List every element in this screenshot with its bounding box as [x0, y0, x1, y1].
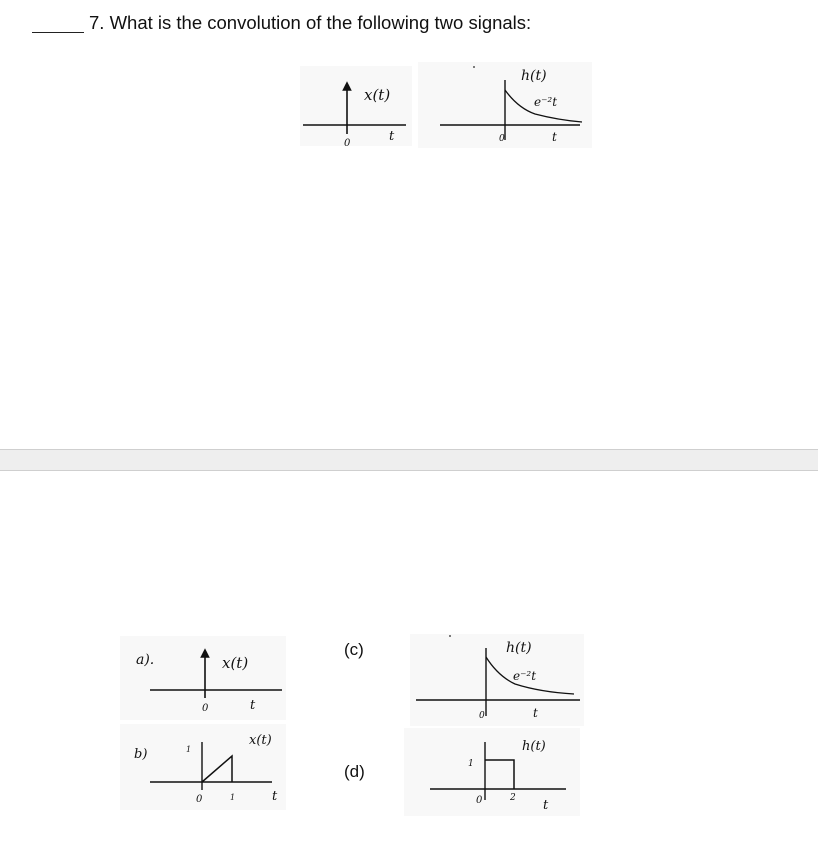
answer-d-rect-plot: [430, 739, 566, 813]
top-x-axis-t: t: [389, 129, 395, 144]
answer-d-tick-x: 2: [510, 793, 516, 803]
answer-a-x-label: x(t): [222, 654, 249, 672]
answer-b-ramp-plot: [134, 733, 278, 805]
answer-b-x-label: x(t): [249, 733, 272, 748]
top-h-label: h(t): [521, 68, 547, 84]
answer-d-pulse: [485, 760, 514, 789]
answer-c-h-label: h(t): [506, 640, 532, 656]
answer-a-axis-t: t: [250, 698, 256, 713]
top-h-origin: 0: [499, 134, 505, 144]
answer-c-origin: 0: [479, 711, 485, 721]
option-d-label: (d): [344, 762, 365, 781]
answer-c-expression: e⁻²t: [513, 669, 537, 683]
option-c-label: (c): [344, 640, 364, 659]
answer-b-tick-y: 1: [186, 745, 192, 754]
answer-b-label: b): [134, 747, 148, 762]
top-h-decay-plot: [440, 66, 582, 144]
answer-a-label: a).: [136, 652, 155, 668]
top-x-label: x(t): [364, 86, 391, 104]
question-text: 7. What is the convolution of the following two signals:: [89, 12, 532, 33]
answer-b-tick-x: 1: [230, 793, 236, 802]
answer-c-axis-t: t: [533, 706, 538, 720]
top-x-origin: 0: [344, 138, 351, 149]
answer-b-signal: [202, 756, 232, 782]
top-h-expression: e⁻²t: [534, 95, 558, 109]
top-h-axis-t: t: [552, 130, 557, 144]
answer-b-axis-t: t: [272, 789, 278, 804]
answer-a-origin: 0: [202, 703, 209, 714]
answer-b-origin: 0: [196, 794, 203, 805]
answer-a-impulse-plot: [136, 652, 282, 714]
answer-d-origin: 0: [476, 795, 483, 806]
answer-d-axis-t: t: [543, 798, 549, 813]
answer-c-decay-plot: [416, 635, 580, 721]
answer-d-tick-y: 1: [468, 759, 474, 769]
answer-d-h-label: h(t): [522, 739, 546, 754]
top-x-impulse-plot: [303, 86, 406, 149]
